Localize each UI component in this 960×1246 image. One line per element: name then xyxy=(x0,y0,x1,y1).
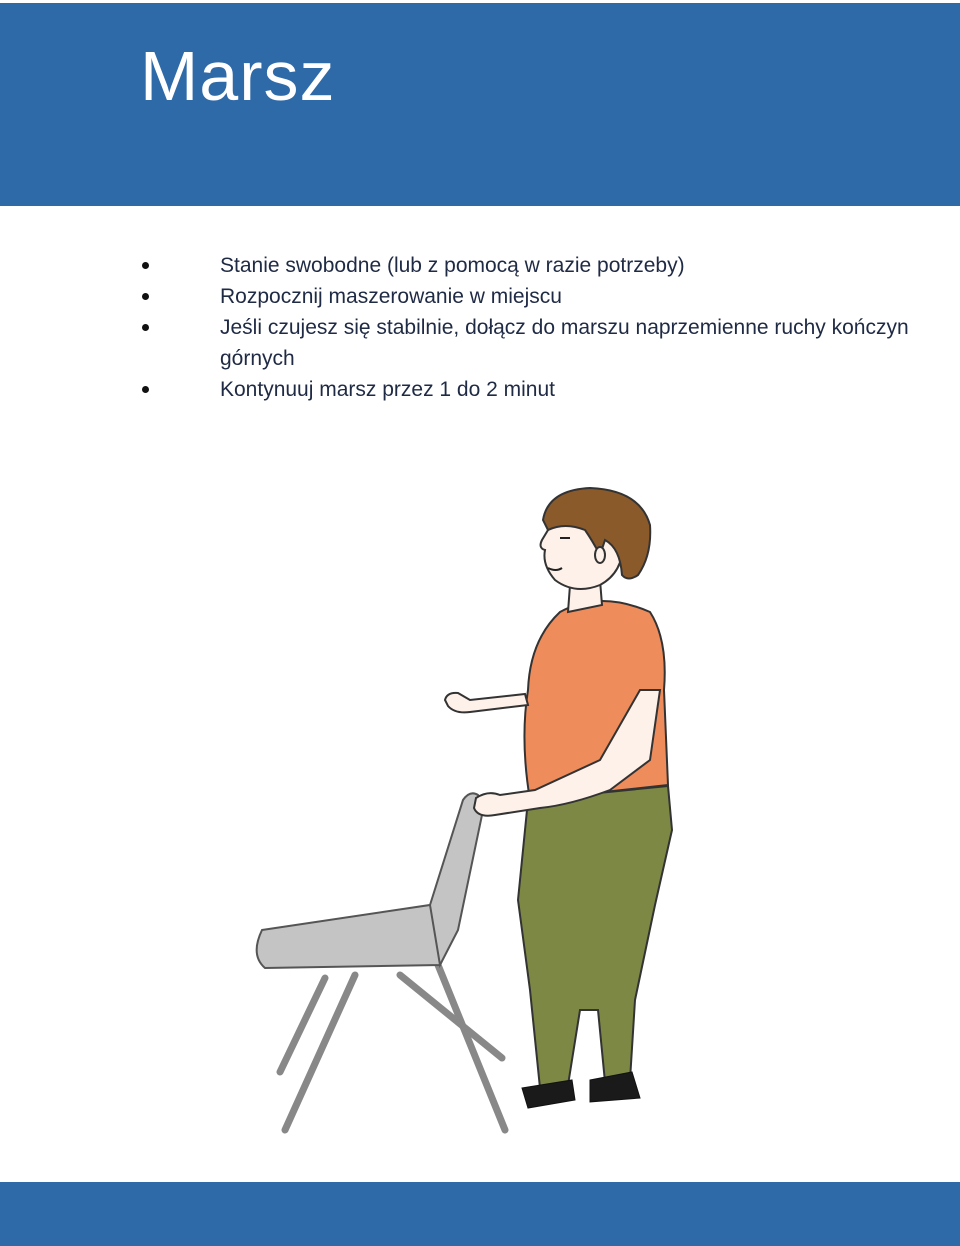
forward-arm-illustration xyxy=(445,693,528,713)
bullet-icon xyxy=(142,386,149,393)
instruction-list xyxy=(138,250,928,405)
list-item xyxy=(138,312,928,374)
bullet-icon xyxy=(142,262,149,269)
instruction-text: Kontynuuj marsz przez 1 do 2 minut xyxy=(220,378,555,401)
bullet-icon xyxy=(142,324,149,331)
trousers-illustration xyxy=(518,786,672,1088)
list-item xyxy=(138,374,928,405)
head-illustration xyxy=(541,488,651,589)
chair-illustration xyxy=(257,793,505,1130)
page-title: Marsz xyxy=(140,37,336,115)
marching-person-illustration xyxy=(240,480,700,1150)
title-banner xyxy=(0,3,960,206)
footer-banner xyxy=(0,1182,960,1246)
list-item xyxy=(138,250,928,281)
bullet-icon xyxy=(142,293,149,300)
instruction-text: Jeśli czujesz się stabilnie, dołącz do marszu naprzemienne ruchy kończyn górnych xyxy=(220,316,909,370)
list-item xyxy=(138,281,928,312)
instruction-text: Rozpocznij maszerowanie w miejscu xyxy=(220,285,562,308)
instruction-text: Stanie swobodne (lub z pomocą w razie potrzeby) xyxy=(220,254,685,277)
